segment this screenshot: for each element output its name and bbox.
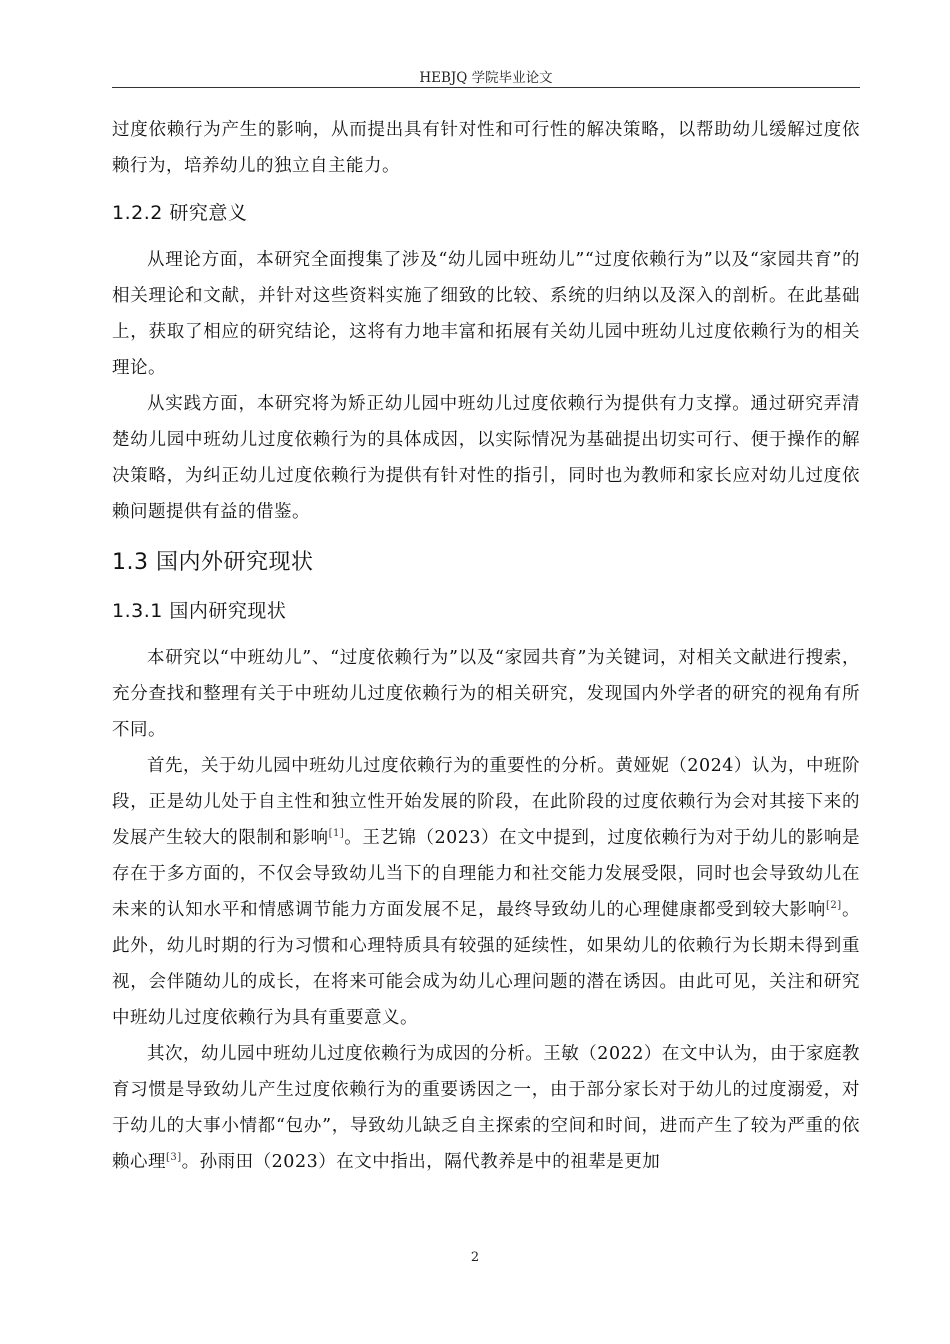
text-segment: 。王艺锦（2023）在文中提到，过度依赖行为对于幼儿的影响是存在于多方面的，不仅会导致幼儿当下的自理能力和社交能力发展受限，同时也会导致幼儿在未来的认知水平和情感调节能力方面发展不足，最终导致幼儿的心理健康都受到较大影响 (112, 828, 861, 920)
citation-ref-2[interactable]: [2] (826, 900, 842, 912)
paragraph-cause-analysis (112, 1036, 860, 1180)
citation-ref-1[interactable]: [1] (328, 828, 345, 840)
paragraph-intro-continuation: 过度依赖行为产生的影响，从而提出具有针对性和可行性的解决策略，以帮助幼儿缓解过度依赖行为，培养幼儿的独立自主能力。 (112, 120, 860, 176)
paragraph-search-method: 本研究以“中班幼儿”、“过度依赖行为”以及“家园共育”为关键词，对相关文献进行搜索，充分查找和整理有关于中班幼儿过度依赖行为的相关研究，发现国内外学者的研究的视角有所不同。 (112, 648, 860, 740)
citation-ref-3[interactable]: [3] (166, 1152, 182, 1164)
paragraph-practice-significance: 从实践方面，本研究将为矫正幼儿园中班幼儿过度依赖行为提供有力支撑。通过研究弄清楚幼儿园中班幼儿过度依赖行为的具体成因，以实际情况为基础提出切实可行、便于操作的解决策略，为纠正幼儿过度依赖行为提供有针对性的指引，同时也为教师和家长应对幼儿过度依赖问题提供有益的借鉴。 (112, 394, 860, 522)
running-header: HEBJQ 学院毕业论文 (419, 70, 553, 86)
page-number: 2 (470, 1250, 480, 1265)
text-segment: 首先，关于幼儿园中班幼儿过度依赖行为的重要性的分析。黄娅妮（2024）认为，中班阶段，正是幼儿处于自主性和独立性开始发展的阶段，在此阶段的过度依赖行为会对其接下来的发展产生较大的限制和影响 (112, 756, 860, 848)
page-body (112, 112, 860, 1180)
text-segment: 。此外，幼儿时期的行为习惯和心理特质具有较强的延续性，如果幼儿的依赖行为长期未得到重视，会伴随幼儿的成长，在将来可能会成为幼儿心理问题的潜在诱因。由此可见，关注和研究中班幼儿过度依赖行为具有重要意义。 (112, 900, 861, 1028)
section-heading-1-3-1: 1.3.1 国内研究现状 (112, 600, 287, 622)
paragraph-importance-analysis (112, 748, 860, 1036)
text-segment: 其次，幼儿园中班幼儿过度依赖行为成因的分析。王敏（2022）在文中认为，由于家庭教育习惯是导致幼儿产生过度依赖行为的重要诱因之一，由于部分家长对于幼儿的过度溺爱，对于幼儿的大事小情都“包办”，导致幼儿缺乏自主探索的空间和时间，进而产生了较为严重的依赖心理 (112, 1044, 860, 1172)
text-segment: 。孙雨田（2023）在文中指出，隔代教养是中的祖辈是更加 (181, 1152, 661, 1172)
paragraph-theory-significance: 从理论方面，本研究全面搜集了涉及“幼儿园中班幼儿”“过度依赖行为”以及“家园共育”的相关理论和文献，并针对这些资料实施了细致的比较、系统的归纳以及深入的剖析。在此基础上，获取了相应的研究结论，这将有力地丰富和拓展有关幼儿园中班幼儿过度依赖行为的相关理论。 (112, 250, 860, 378)
header-rule (112, 87, 860, 88)
section-heading-1-3: 1.3 国内外研究现状 (112, 550, 314, 575)
section-heading-1-2-2: 1.2.2 研究意义 (112, 202, 248, 224)
